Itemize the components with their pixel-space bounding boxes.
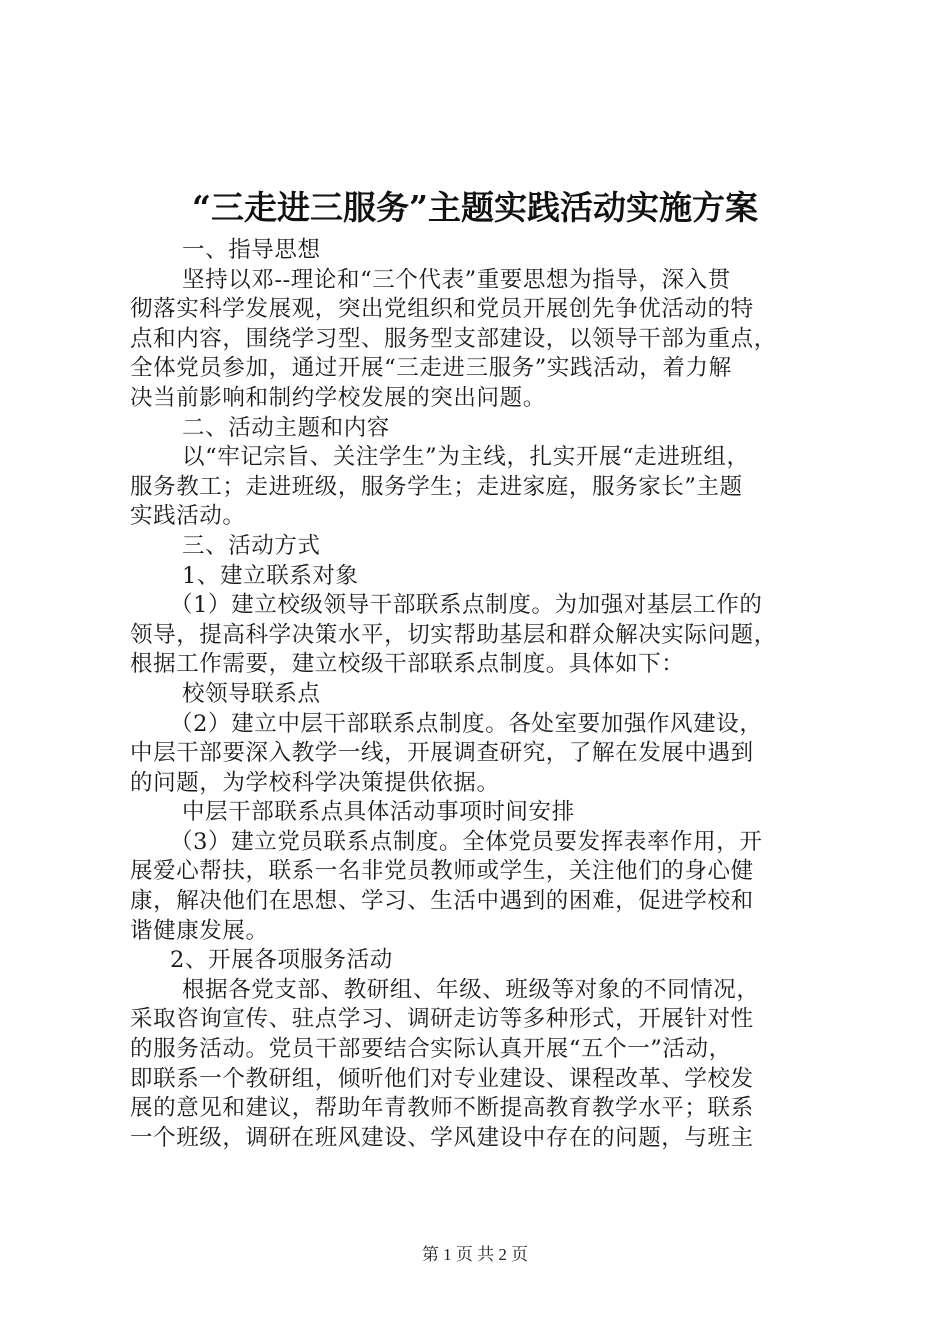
body-line: 二、活动主题和内容 [182, 414, 390, 441]
body-line: 2、开展各项服务活动 [170, 947, 393, 974]
page-footer: 第 1 页 共 2 页 [421, 1245, 529, 1264]
body-line: 坚持以邓--理论和“三个代表”重要思想为指导，深入贯 [182, 266, 731, 293]
body-line: 实践活动。 [130, 503, 246, 530]
body-line: （2）建立中层干部联系点制度。各处室要加强作风建设， [170, 710, 763, 737]
body-line: 根据各党支部、教研组、年级、班级等对象的不同情况， [182, 976, 760, 1003]
body-line: 全体党员参加，通过开展“三走进三服务”实践活动，着力解 [130, 355, 732, 382]
document-title: “三走进三服务”主题实践活动实施方案 [192, 188, 758, 227]
body-line: （1）建立校级领导干部联系点制度。为加强对基层工作的 [170, 592, 763, 619]
body-line: 即联系一个教研组，倾听他们对专业建设、课程改革、学校发 [130, 1065, 754, 1092]
body-line: 服务教工；走进班级，服务学生；走进家庭，服务家长”主题 [130, 473, 743, 500]
body-line: 采取咨询宣传、驻点学习、调研走访等多种形式，开展针对性 [130, 1006, 754, 1033]
body-line: 领导，提高科学决策水平，切实帮助基层和群众解决实际问题， [130, 621, 777, 648]
body-line: 展爱心帮扶，联系一名非党员教师或学生，关注他们的身心健 [130, 858, 754, 885]
body-line: 点和内容，围绕学习型、服务型支部建设，以领导干部为重点， [130, 325, 777, 352]
body-line: 康，解决他们在思想、学习、生活中遇到的困难，促进学校和 [130, 888, 754, 915]
body-line: 的服务活动。党员干部要结合实际认真开展“五个一”活动， [130, 1036, 732, 1063]
body-line: 彻落实科学发展观，突出党组织和党员开展创先争优活动的特 [130, 296, 754, 323]
body-line: 根据工作需要，建立校级干部联系点制度。具体如下： [130, 651, 685, 678]
body-line: 中层干部联系点具体活动事项时间安排 [182, 799, 575, 826]
body-line: 1、建立联系对象 [182, 562, 359, 589]
body-line: 一、指导思想 [182, 237, 321, 263]
body-line: 一个班级，调研在班风建设、学风建设中存在的问题，与班主 [130, 1124, 754, 1151]
body-line: 谐健康发展。 [130, 917, 269, 944]
body-line: 校领导联系点 [182, 680, 321, 707]
document-body [130, 236, 830, 1153]
body-line: （3）建立党员联系点制度。全体党员要发挥表率作用，开 [170, 828, 763, 855]
body-line: 中层干部要深入教学一线，开展调查研究，了解在发展中遇到 [130, 740, 754, 767]
body-line: 以“牢记宗旨、关注学生”为主线，扎实开展“走进班组， [182, 444, 750, 471]
body-line: 的问题，为学校科学决策提供依据。 [130, 769, 500, 796]
body-line: 三、活动方式 [182, 532, 321, 559]
body-line: 展的意见和建议，帮助年青教师不断提高教育教学水平；联系 [130, 1095, 754, 1122]
body-line: 决当前影响和制约学校发展的突出问题。 [130, 384, 546, 411]
